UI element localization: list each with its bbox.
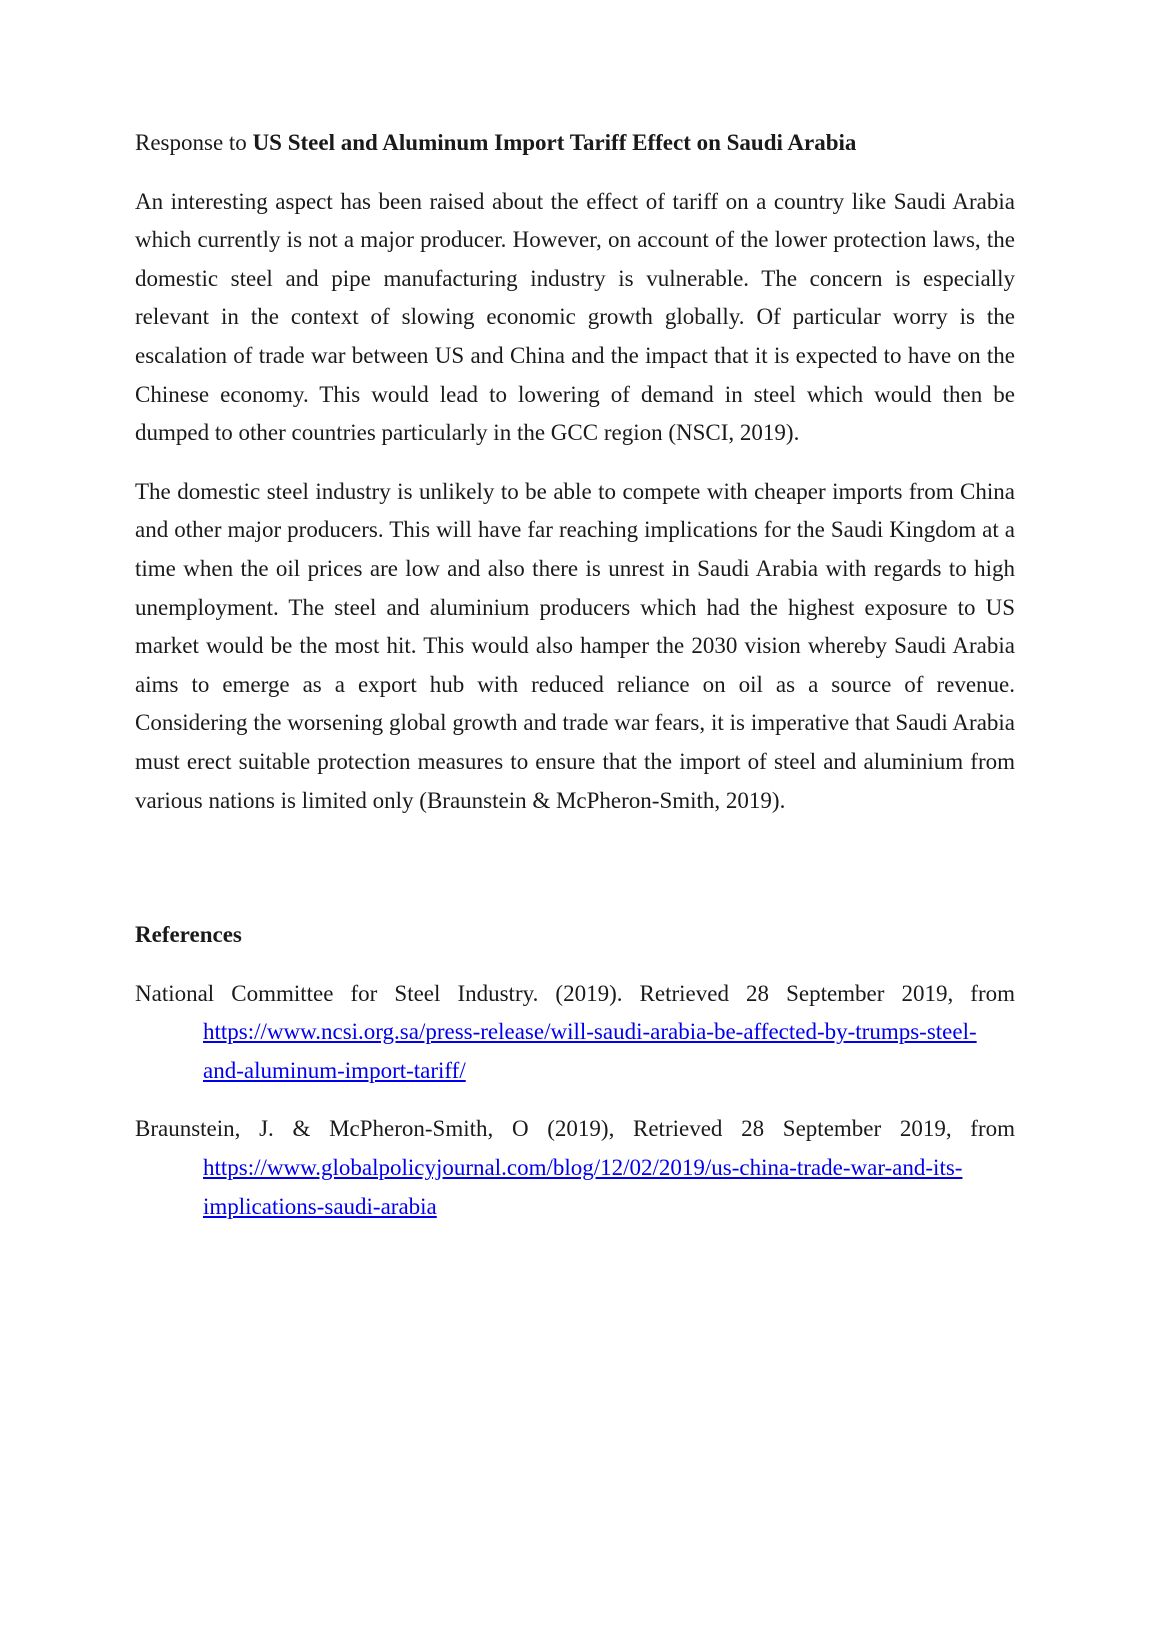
reference-text: National Committee for Steel Industry. (2019). Retrieved 28 September 2019, from	[135, 980, 1015, 1006]
paragraph-domestic-industry: The domestic steel industry is unlikely to be able to compete with cheaper imports from China and other major producers. This will have far reaching implications for the Saudi Kingdom at a time when the oil prices are low and also there is unrest in Saudi Arabia with regards to high unemployment. The steel and aluminium producers which had the highest exposure to US market would be the most hit. This would also hamper the 2030 vision whereby Saudi Arabia aims to emerge as a export hub with reduced reliance on oil as a source of revenue. Considering the worsening global growth and trade war fears, it is imperative that Saudi Arabia must erect suitable protection measures to ensure that the import of steel and aluminium from various nations is limited only (Braunstein & McPheron-Smith, 2019).	[135, 478, 1015, 813]
paragraph-tariff-effect: An interesting aspect has been raised about the effect of tariff on a country like Saudi Arabia which currently is not a major producer. However, on account of the lower protection laws, the domestic steel and pipe manufacturing industry is vulnerable. The concern is especially relevant in the context of slowing economic growth globally. Of particular worry is the escalation of trade war between US and China and the impact that it is expected to have on the Chinese economy. This would lead to lowering of demand in steel which would then be dumped to other countries particularly in the GCC region (NSCI, 2019).	[135, 188, 1015, 446]
references-heading: References	[135, 922, 242, 948]
reference-entry-ncsi	[135, 975, 1015, 1091]
reference-link-ncsi[interactable]: https://www.ncsi.org.sa/press-release/will-saudi-arabia-be-affected-by-trumps-steel-and-aluminum-import-tariff/	[203, 1019, 977, 1083]
document-title	[135, 124, 1015, 163]
reference-text: Braunstein, J. & McPheron-Smith, O (2019), Retrieved 28 September 2019, from	[135, 1116, 1015, 1142]
title-prefix: Response to	[135, 130, 253, 155]
title-emphasis: US Steel and Aluminum Import Tariff Effect on Saudi Arabia	[252, 130, 857, 155]
reference-link-globalpolicy[interactable]: https://www.globalpolicyjournal.com/blog/12/02/2019/us-china-trade-war-and-its-implications-saudi-arabia	[203, 1155, 963, 1219]
reference-entry-globalpolicy	[135, 1110, 1015, 1226]
